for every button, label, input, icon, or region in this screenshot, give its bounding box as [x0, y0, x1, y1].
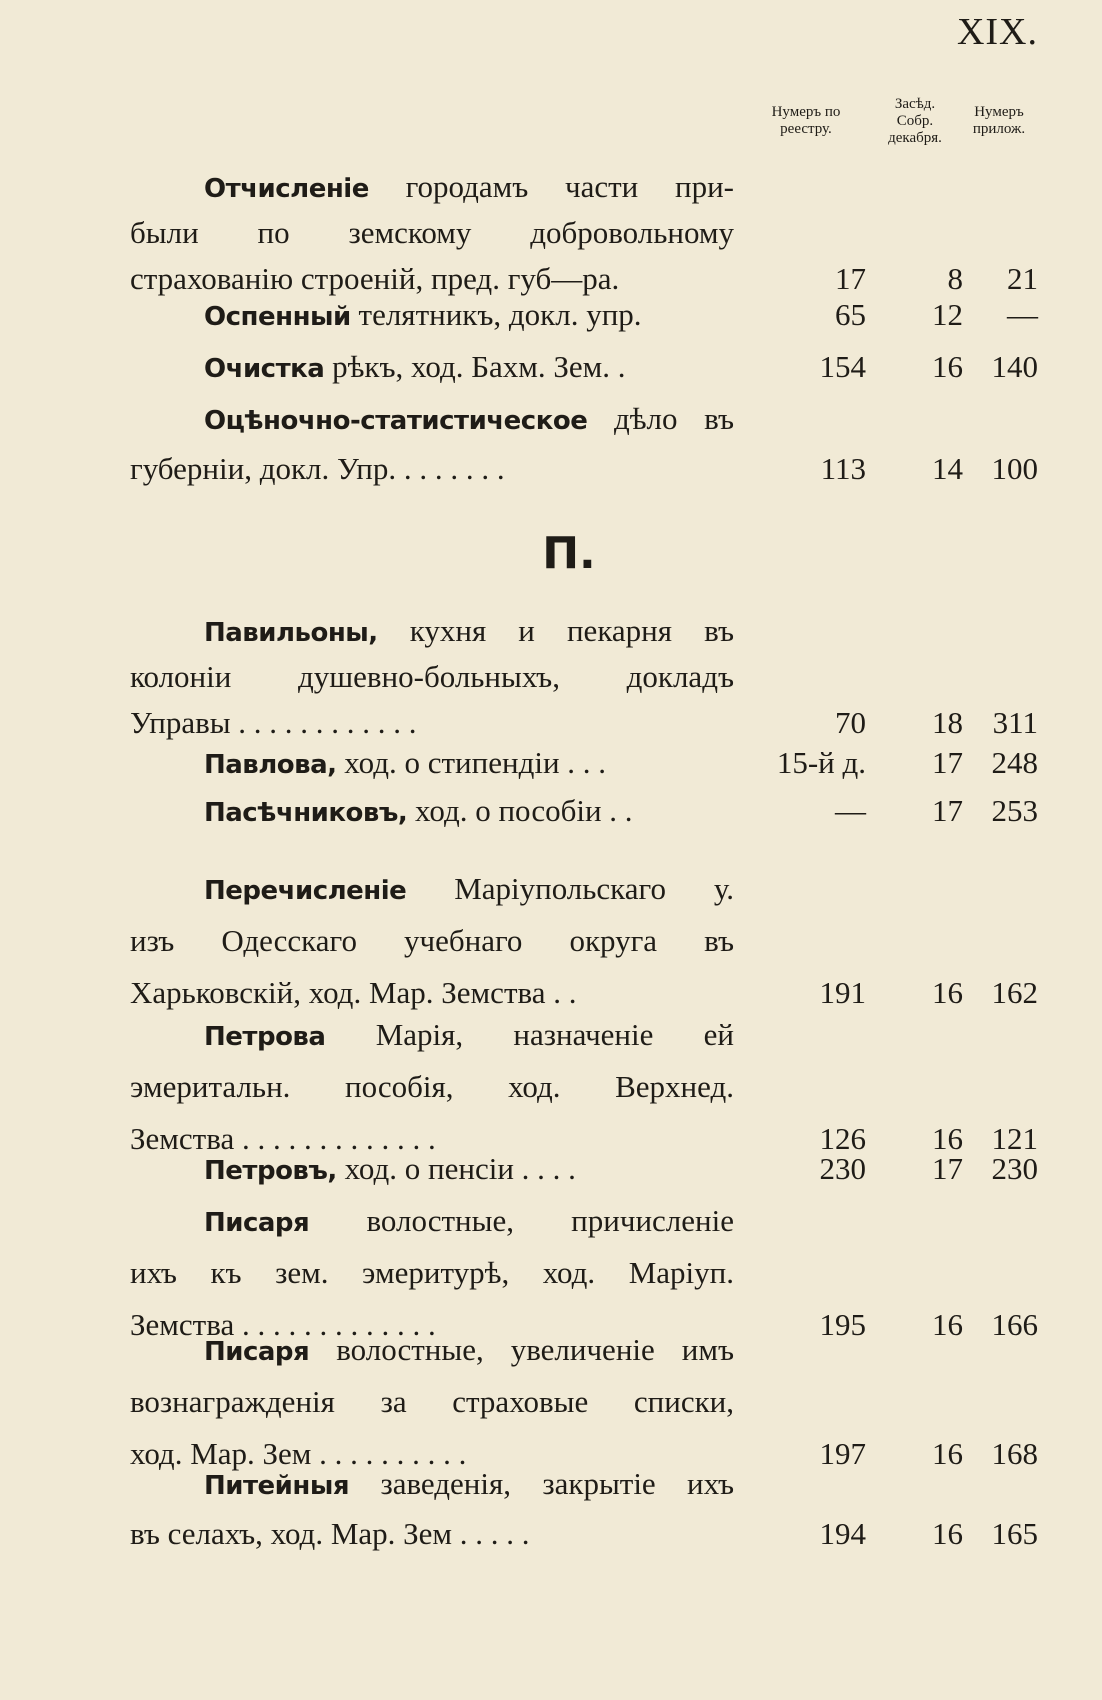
appendix-number: 100: [991, 451, 1038, 486]
entry-keyword: Писаря: [204, 1208, 310, 1238]
entry-text: ход. о пособіи . .: [407, 793, 633, 828]
entry-line: [130, 1379, 734, 1425]
entry-text: губерніи, докл. Упр. . . . . . . .: [130, 451, 505, 486]
registry-number: 154: [819, 349, 866, 384]
session-number: 16: [932, 349, 963, 384]
registry-number: 197: [819, 1436, 866, 1471]
entry-line: [204, 740, 606, 788]
entry-line: [204, 344, 626, 392]
entry-line: [204, 788, 633, 836]
entry-text: Управы . . . . . . . . . . . .: [130, 705, 417, 740]
entry-text: заведенія, закрытіе ихъ: [349, 1466, 734, 1501]
appendix-number: 248: [991, 745, 1038, 780]
column-header-appendix: Нумеръ прилож.: [972, 104, 1026, 137]
registry-number: 113: [820, 451, 866, 486]
entry-line: [204, 1146, 576, 1194]
entry-keyword: Павлова,: [204, 750, 337, 780]
registry-number: 230: [819, 1151, 866, 1186]
entry-keyword: Пасѣчниковъ,: [204, 798, 408, 828]
entry-text: дѣло въ: [587, 401, 734, 436]
session-number: 14: [932, 451, 963, 486]
entry-line: [204, 396, 734, 444]
session-number: 16: [932, 1436, 963, 1471]
entry-keyword: Петровъ,: [204, 1156, 337, 1186]
entry-text: ход. о пенсіи . . . .: [336, 1151, 576, 1186]
entry-line: [204, 1012, 734, 1060]
entry-text: кухня и пекарня въ: [377, 613, 734, 648]
entry-line: [130, 1511, 530, 1557]
index-entry: [0, 292, 1102, 338]
appendix-number: 140: [991, 349, 1038, 384]
session-number: 17: [932, 1151, 963, 1186]
entry-text: колоніи душевно-больныхъ, докладъ: [130, 659, 734, 694]
entry-line: [204, 1198, 734, 1246]
entry-text: телятникъ, докл. упр.: [350, 297, 642, 332]
entry-keyword: Питейныя: [204, 1471, 350, 1501]
appendix-number: 21: [1007, 261, 1038, 296]
entry-line: [204, 1327, 734, 1375]
entry-line: [130, 654, 734, 700]
section-letter: П.: [542, 528, 596, 579]
registry-number: 70: [835, 705, 866, 740]
session-number: 16: [932, 975, 963, 1010]
session-number: 17: [932, 745, 963, 780]
entry-line: [130, 1250, 734, 1296]
entry-text: Харьковскій, ход. Мар. Земства . .: [130, 975, 577, 1010]
entry-keyword: Отчисленіе: [204, 174, 369, 204]
index-entry: [0, 1146, 1102, 1192]
appendix-number: 165: [991, 1516, 1038, 1551]
registry-number: 191: [819, 975, 866, 1010]
entry-line: [130, 918, 734, 964]
index-entry: [0, 344, 1102, 390]
index-entry: [0, 1327, 1102, 1471]
entry-keyword: Петрова: [204, 1022, 326, 1052]
entry-text: страхованію строеній, пред. губ—ра.: [130, 261, 620, 296]
registry-number: 126: [819, 1121, 866, 1156]
appendix-number: 162: [991, 975, 1038, 1010]
index-entry: [0, 164, 1102, 296]
index-entry: [0, 866, 1102, 1010]
registry-number: —: [835, 793, 866, 828]
entry-line: [130, 446, 505, 492]
entry-line: [130, 1064, 734, 1110]
entry-keyword: Оспенный: [204, 302, 351, 332]
entry-text: ход. Мар. Зем . . . . . . . . . .: [130, 1436, 467, 1471]
entry-keyword: Павильоны,: [204, 618, 378, 648]
session-number: 18: [932, 705, 963, 740]
entry-text: эмеритальн. пособія, ход. Верхнед.: [130, 1069, 734, 1104]
registry-number: 17: [835, 261, 866, 296]
index-entry: [0, 1461, 1102, 1551]
entry-text: изъ Одесскаго учебнаго округа въ: [130, 923, 734, 958]
entry-line: [130, 210, 734, 256]
entry-text: въ селахъ, ход. Мар. Зем . . . . .: [130, 1516, 530, 1551]
appendix-number: 311: [992, 705, 1038, 740]
appendix-number: 168: [991, 1436, 1038, 1471]
entry-keyword: Очистка: [204, 354, 325, 384]
entry-text: Земства . . . . . . . . . . . . .: [130, 1121, 436, 1156]
entry-text: волостные, причисленіе: [309, 1203, 734, 1238]
entry-keyword: Оцѣночно-статистическое: [204, 406, 588, 436]
page-number: XIX.: [956, 11, 1038, 53]
entry-text: были по земскому добровольному: [130, 215, 734, 250]
entry-line: [204, 608, 734, 656]
appendix-number: 121: [991, 1121, 1038, 1156]
entry-text: ихъ къ зем. эмеритурѣ, ход. Маріуп.: [130, 1255, 734, 1290]
entry-text: городамъ части при-: [368, 169, 734, 204]
entry-text: Маріупольскаго у.: [406, 871, 734, 906]
session-number: 12: [932, 297, 963, 332]
session-number: 16: [932, 1516, 963, 1551]
session-number: 8: [947, 261, 963, 296]
entry-text: Марія, назначеніе ей: [325, 1017, 734, 1052]
entry-text: Земства . . . . . . . . . . . . .: [130, 1307, 436, 1342]
appendix-number: 253: [991, 793, 1038, 828]
registry-number: 15-й д.: [776, 745, 866, 780]
index-entry: [0, 1012, 1102, 1156]
entry-line: [204, 1461, 734, 1509]
session-number: 17: [932, 793, 963, 828]
entry-text: рѣкъ, ход. Бахм. Зем. .: [324, 349, 626, 384]
index-entry: [0, 740, 1102, 786]
registry-number: 65: [835, 297, 866, 332]
session-number: 16: [932, 1121, 963, 1156]
index-entry: [0, 788, 1102, 834]
index-entry: [0, 608, 1102, 740]
appendix-number: —: [1007, 297, 1038, 332]
entry-text: вознагражденія за страховые списки,: [130, 1384, 734, 1419]
entry-line: [204, 866, 734, 914]
appendix-number: 166: [991, 1307, 1038, 1342]
entry-line: [204, 164, 734, 212]
session-number: 16: [932, 1307, 963, 1342]
entry-keyword: Перечисленіе: [204, 876, 407, 906]
registry-number: 195: [819, 1307, 866, 1342]
column-header-registry: Нумеръ по реестру.: [771, 104, 841, 137]
index-entry: [0, 1198, 1102, 1342]
entry-keyword: Писаря: [204, 1337, 310, 1367]
entry-line: [204, 292, 642, 340]
entry-text: ход. о стипендіи . . .: [336, 745, 607, 780]
column-header-session: Засѣд. Собр. декабря.: [888, 96, 942, 146]
appendix-number: 230: [991, 1151, 1038, 1186]
registry-number: 194: [819, 1516, 866, 1551]
index-entry: [0, 396, 1102, 486]
entry-line: [130, 970, 576, 1016]
entry-text: волостные, увеличеніе имъ: [309, 1332, 734, 1367]
